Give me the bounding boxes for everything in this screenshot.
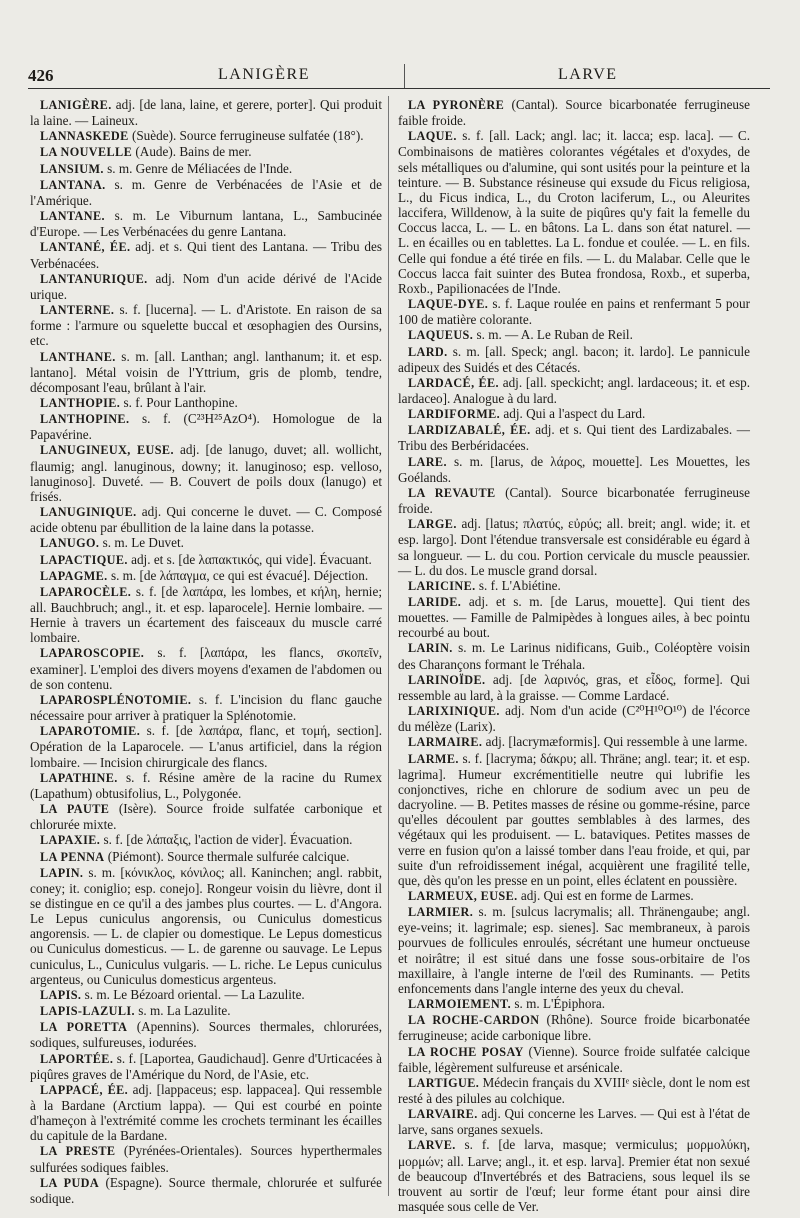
entry-definition: s. m. Le Duvet. xyxy=(99,535,184,551)
entry-headword: LANSIUM. xyxy=(40,161,104,176)
entry-definition: s. m. — A. Le Ruban de Reil. xyxy=(473,327,633,343)
entry-definition: adj. Nom d'un acide dérivé de l'Acide urique. xyxy=(30,270,382,302)
dictionary-entry xyxy=(30,723,382,769)
dictionary-entry xyxy=(398,1075,750,1106)
entry-definition: s. f. Résine amère de la racine du Rumex (Lapathum) obtusifolius, L., Polygonée. xyxy=(30,769,382,801)
entry-definition: (Cantal). Source bicarbonatée ferrugineuse froide. xyxy=(398,484,750,517)
dictionary-entry xyxy=(398,97,750,128)
entry-headword: LARGE. xyxy=(408,517,457,532)
entry-headword: LANUGINIQUE. xyxy=(40,505,137,520)
entry-headword: LAPAXIE. xyxy=(40,833,101,848)
entry-headword: LARINOÏDE. xyxy=(408,672,486,687)
dictionary-entry xyxy=(30,568,382,584)
entry-headword: LA PORETTA xyxy=(40,1020,128,1035)
dictionary-entry xyxy=(30,584,382,646)
entry-definition: s. m. [de λάπαγμα, ce qui est évacué]. Déjection. xyxy=(107,567,369,583)
entry-headword: LA PUDA xyxy=(40,1175,100,1190)
dictionary-entry xyxy=(30,1019,382,1050)
entry-definition: s. m. [all. Speck; angl. bacon; it. lardo]. Le pannicule adipeux des Suidés et des Cétacés. xyxy=(398,343,750,375)
entry-headword: LAQUE. xyxy=(408,129,457,144)
dictionary-entry xyxy=(398,672,750,703)
entry-headword: LAPATHINE. xyxy=(40,770,118,785)
dictionary-entry xyxy=(398,578,750,594)
entry-headword: LARDIZABALÉ, ÉE. xyxy=(408,423,531,438)
entry-headword: LARDIFORME. xyxy=(408,407,501,422)
entry-headword: LAPAROSPLÉNOTOMIE. xyxy=(40,692,192,707)
entry-definition: adj. [de λαρινός, gras, et εἶδος, forme]. Qui ressemble au lard, à la graisse. — Comme Lardacé. xyxy=(398,671,750,703)
entry-headword: LANTANÉ, ÉE. xyxy=(40,240,131,255)
dictionary-entry xyxy=(398,327,750,343)
dictionary-entry xyxy=(30,177,382,208)
header-divider xyxy=(404,64,405,88)
entry-headword: LA ROCHE POSAY xyxy=(408,1044,524,1059)
entry-definition: adj. [latus; πλατύς, εὐρύς; all. breit; angl. wide; it. et esp. largo]. Dont l'étendue transversale est considérable eu égard à sa longueur. — L. du cou. Portion cervicale du muscle peaussier. — L. du dos. Le muscle grand dorsal. xyxy=(398,516,750,578)
entry-headword: LA PYRONÈRE xyxy=(408,98,505,112)
entry-headword: LARE. xyxy=(408,454,447,469)
entry-headword: LAPACTIQUE. xyxy=(40,552,128,567)
entry-definition: s. m. Le Bézoard oriental. — La Lazulite. xyxy=(81,986,305,1002)
entry-definition: s. f. [λαπάρα, les flancs, σκοπεῖν, examiner]. L'emploi des divers moyens d'examen de l'abdomen ou de son contenu. xyxy=(30,645,382,692)
dictionary-entry xyxy=(30,645,382,691)
entry-definition: s. f. L'Abiétine. xyxy=(475,577,561,593)
dictionary-entry xyxy=(30,987,382,1003)
dictionary-entry xyxy=(30,302,382,348)
entry-headword: LARVAIRE. xyxy=(408,1107,478,1122)
entry-headword: LAPPACÉ, ÉE. xyxy=(40,1082,129,1097)
entry-definition: (Apennins). Sources thermales, chlorurées, sodiques, sulfureuses, iodurées. xyxy=(30,1019,382,1051)
entry-definition: adj. [de lanugo, duvet; all. wollicht, flaumig; angl. lanuginous, downy; it. lanuginoso; esp. velloso, lanuginoso]. Duveté. — B. Couvert de poils doux (lanugo) et frisés. xyxy=(30,442,382,504)
running-head-right: LARVE xyxy=(558,66,618,83)
entry-definition: s. m. [κόνικλος, κόνιλος; all. Kaninchen; angl. rabbit, coney; it. coniglio; esp. conejo]. Rongeur voisin du lièvre, dont il se distingue en ce qu'il a des jambes plus courtes. — L. d'Angora. Le Lepus cuniculus angorensis, ou Cuniculus domesticus angorensis. — L. de clapier ou domestique. Le Lepus domesticus ou Cuniculus domesticus. — L. de garenne ou sauvage. Le Lepus cuniculus, L., Cuniculus vulgaris. — L. riche. Le Lepus cuniculus argenteus, ou Cuniculus domesticus argenteus. xyxy=(30,864,382,987)
dictionary-entry xyxy=(398,454,750,485)
entry-definition: adj. [lappaceus; esp. lappacea]. Qui ressemble à la Bardane (Arctium lappa). — Qui est courbé en pointe d'hameçon à l'extrémité comme les crochets terminant les écailles du capitule de la Bardane. xyxy=(30,1081,382,1144)
entry-definition: s. m. [all. Lanthan; angl. lanthanum; it. et esp. lantano]. Métal voisin de l'Yttrium, gris de plomb, tendre, décomposant l'eau, brûlant à l'air. xyxy=(30,348,382,395)
entry-definition: adj. [all. speckicht; angl. lardaceous; it. et esp. lardaceo]. Analogue à du lard. xyxy=(398,374,750,406)
entry-definition: s. f. [de λαπάρα, flanc, et τομή, section]. Opération de la Laparocele. — L'anus artificiel, dans la région lombaire. — Incision chirurgicale des flancs. xyxy=(30,723,382,770)
entry-headword: LARMEUX, EUSE. xyxy=(408,888,518,903)
dictionary-entry xyxy=(398,1044,750,1075)
entry-definition: s. f. Pour Lanthopine. xyxy=(120,394,238,410)
entry-headword: LAPAROSCOPIE. xyxy=(40,646,145,661)
entry-definition: adj. et s. [de λαπακτικός, qui vide]. Évacuant. xyxy=(127,551,372,567)
dictionary-entry xyxy=(30,504,382,535)
entry-headword: LAQUE-DYE. xyxy=(408,297,489,312)
entry-headword: LARD. xyxy=(408,344,448,359)
entry-headword: LARIN. xyxy=(408,641,453,656)
dictionary-entry xyxy=(398,422,750,453)
dictionary-entry xyxy=(398,888,750,904)
dictionary-entry xyxy=(30,208,382,239)
dictionary-entry xyxy=(30,801,382,832)
dictionary-entry xyxy=(30,770,382,801)
entry-headword: LANTHANE. xyxy=(40,349,116,364)
entry-definition: s. m. [sulcus lacrymalis; all. Thränengaube; angl. eye-veins; it. lagrimale; esp. sienes]. Sac membraneux, à parois pourvues de follicules enroulés, sécrétant une humeur onctueuse et noirâtre; il est situé dans une fosse sous-orbitaire de l'os maxillaire, à l'angle interne de l'œil des Ruminants. — Petits enfoncements dans l'angle interne des yeux du cheval. xyxy=(398,904,750,996)
page-header xyxy=(28,66,770,89)
entry-headword: LA ROCHE-CARDON xyxy=(408,1013,540,1028)
entry-headword: LANTANE. xyxy=(40,209,105,224)
entry-headword: LAPAROCÈLE. xyxy=(40,584,132,599)
dictionary-entry xyxy=(398,406,750,422)
entry-headword: LARDACÉ, ÉE. xyxy=(408,375,499,390)
dictionary-entry xyxy=(30,239,382,270)
entry-headword: LA REVAUTE xyxy=(408,485,496,500)
dictionary-entry xyxy=(398,296,750,327)
dictionary-entry xyxy=(30,128,382,144)
entry-headword: LARVE. xyxy=(408,1138,456,1153)
entry-headword: LA PENNA xyxy=(40,849,105,864)
entry-definition: adj. Nom d'un acide (C²⁰H¹⁰O¹⁰) de l'écorce du mélèze (Larix). xyxy=(398,703,750,735)
dictionary-entry xyxy=(30,442,382,504)
entry-definition: s. f. L'incision du flanc gauche nécessaire pour arriver à pratiquer la Splénotomie. xyxy=(30,691,382,724)
entry-headword: LAPAROTOMIE. xyxy=(40,724,141,739)
dictionary-entry xyxy=(30,535,382,551)
entry-definition: s. f. [Laportea, Gaudichaud]. Genre d'Urticacées à piqûres graves de l'Amérique du Nord, de l'Asie, etc. xyxy=(30,1050,382,1082)
entry-definition: Médecin français du XVIIIᵉ siècle, dont le nom est resté à des pilules au colchique. xyxy=(398,1074,750,1106)
column-divider xyxy=(388,96,389,1196)
dictionary-entry xyxy=(30,849,382,865)
dictionary-entry xyxy=(30,411,382,442)
entry-headword: LANTERNE. xyxy=(40,303,115,318)
entry-headword: LARME. xyxy=(408,751,459,766)
entry-headword: LANIGÈRE. xyxy=(40,98,112,112)
entry-headword: LANTHOPINE. xyxy=(40,412,130,427)
dictionary-entry xyxy=(30,832,382,848)
entry-definition: s. m. L'Épiphora. xyxy=(511,996,606,1012)
entry-headword: LARMOIEMENT. xyxy=(408,997,512,1012)
dictionary-entry xyxy=(30,1051,382,1082)
entry-definition: s. m. Le Larinus nidificans, Guib., Coléoptère voisin des Charançons formant le Tréhala. xyxy=(398,640,750,672)
entry-headword: LARIXINIQUE. xyxy=(408,704,500,719)
entry-definition: s. m. La Lazulite. xyxy=(134,1003,231,1019)
entry-definition: s. f. [all. Lack; angl. lac; it. lacca; esp. laca]. — C. Combinaisons de matières colorantes végétales et d'oxydes, de sels métalliques ou d'alumine, qui sont usités pour la peinture et la teinture. — B. Substance résineuse qui exsude du Ficus religiosa, L., du Ficus indica, L., du Croton laciferum, L., ou Aleurites laccifera, Willdenow, à la suite de piqûres qu'y fait la femelle du Coccus lacca, L. — L. en bâtons. La L. dans son état naturel. — L. en écailles ou en tablettes. La L. fondue et coulée. — L. en fils. Celle qui fondue a été tirée en fils. — L. du Malabar. Celle que le Coccus lacca fait suinter des Butea frondosa, Roxb., et superba, Roxb., Papilionacées de l'Inde. xyxy=(398,128,750,296)
entry-definition: (Isère). Source froide sulfatée carbonique et chlorurée mixte. xyxy=(30,801,382,833)
entry-definition: s. f. [lacryma; δάκρυ; all. Thräne; angl. tear; it. et esp. lagrima]. Humeur excrémentitielle neutre qui lubrifie les conjonctives, riche en chlorure de sodium avec un peu de dacryoline. — B. Petites masses de résine ou gomme-résine, parce qu'elles découlent par gouttes semblables à des larmes, des végétaux qui les produisent. — L. bataviques. Petites masses de verre en fusion qu'on a laissé tomber dans l'eau froide, et qui, par suite d'un refroidissement inégal, acquièrent une fragilité telle, que, dès qu'on les presse en un point, elles éclatent en poussière. xyxy=(398,750,750,888)
entry-definition: adj. [de lana, laine, et gerere, porter]. Qui produit la laine. — Laineux. xyxy=(30,97,382,129)
right-column xyxy=(398,97,751,1215)
entry-headword: LA PAUTE xyxy=(40,802,110,817)
dictionary-entry xyxy=(398,734,750,750)
entry-definition: adj. Qui est en forme de Larmes. xyxy=(517,887,694,903)
entry-headword: LAPORTÉE. xyxy=(40,1051,114,1066)
dictionary-entry xyxy=(398,703,750,734)
dictionary-entry xyxy=(30,395,382,411)
entry-definition: adj. Qui concerne les Larves. — Qui est à l'état de larve, sans organes sexuels. xyxy=(398,1106,750,1138)
entry-definition: adj. Qui concerne le duvet. — C. Composé acide obtenu par ébullition de la laine dans la potasse. xyxy=(30,504,382,536)
dictionary-entry xyxy=(398,485,750,516)
entry-headword: LARTIGUE. xyxy=(408,1075,480,1090)
entry-headword: LANTANURIQUE. xyxy=(40,271,148,286)
entry-definition: (Piémont). Source thermale sulfurée calcique. xyxy=(104,848,350,864)
dictionary-entry xyxy=(398,375,750,406)
entry-definition: s. m. Genre de Méliacées de l'Inde. xyxy=(103,160,293,176)
dictionary-entry xyxy=(30,1175,382,1206)
dictionary-entry xyxy=(30,692,382,723)
dictionary-entry xyxy=(30,161,382,177)
entry-definition: (Vienne). Source froide sulfatée calcique faible, légèrement sulfureuse et arsénicale. xyxy=(398,1043,750,1075)
dictionary-entry xyxy=(30,349,382,395)
dictionary-entry xyxy=(30,552,382,568)
entry-definition: s. f. [lucerna]. — L. d'Aristote. En raison de sa forme : l'armure ou squelette buccal et œsophagien des Oursins, etc. xyxy=(30,302,382,349)
entry-definition: (Espagne). Source thermale, chlorurée et sulfurée sodique. xyxy=(30,1174,383,1206)
entry-definition: adj. et s. Qui tient des Lardizabales. — Tribu des Berbéridacées. xyxy=(398,422,750,454)
entry-definition: s. m. Genre de Verbénacées de l'Asie et de l'Amérique. xyxy=(30,176,382,208)
entry-definition: s. f. Laque roulée en pains et renfermant 5 pour 100 de matière colorante. xyxy=(398,296,750,328)
dictionary-entry xyxy=(30,1143,382,1174)
dictionary-entry xyxy=(398,516,750,578)
entry-definition: (Aude). Bains de mer. xyxy=(132,144,252,160)
running-head-left: LANIGÈRE xyxy=(218,66,310,83)
dictionary-entry xyxy=(398,1137,750,1214)
entry-definition: (Pyrénées-Orientales). Sources hyperthermales sulfurées sodiques faibles. xyxy=(30,1143,382,1175)
dictionary-entry xyxy=(398,344,750,375)
entry-headword: LANUGINEUX, EUSE. xyxy=(40,443,174,458)
dictionary-entry xyxy=(30,1082,382,1144)
dictionary-entry xyxy=(398,594,750,640)
entry-headword: LANNASKEDE xyxy=(40,129,129,144)
entry-definition: adj. et s. m. [de Larus, mouette]. Qui tient des mouettes. — Famille de Palmipèdes à longues ailes, à bec pointu recourbé au bout. xyxy=(398,594,750,641)
dictionary-entry xyxy=(398,1012,750,1043)
dictionary-entry xyxy=(398,1106,750,1137)
entry-definition: s. m. [larus, de λάρος, mouette]. Les Mouettes, les Goélands. xyxy=(398,453,750,485)
dictionary-entry xyxy=(398,128,750,296)
dictionary-entry xyxy=(398,640,750,671)
entry-headword: LAPIS-LAZULI. xyxy=(40,1004,135,1019)
dictionary-entry xyxy=(30,1003,382,1019)
dictionary-entry xyxy=(30,865,382,987)
dictionary-entry xyxy=(30,144,382,160)
dictionary-entry xyxy=(398,996,750,1012)
entry-headword: LARMIER. xyxy=(408,905,474,920)
entry-definition: s. m. Le Viburnum lantana, L., Sambucinée d'Europe. — Les Verbénacées du genre Lantana. xyxy=(30,208,382,240)
page-number: 426 xyxy=(28,66,54,85)
left-column xyxy=(30,97,383,1206)
entry-headword: LAQUEUS. xyxy=(408,328,474,343)
entry-definition: adj. [lacrymæformis]. Qui ressemble à une larme. xyxy=(482,734,748,750)
entry-headword: LA NOUVELLE xyxy=(40,145,133,160)
entry-definition: (Suède). Source ferrugineuse sulfatée (18°). xyxy=(128,128,364,144)
entry-definition: s. f. (C²³H²⁵AzO⁴). Homologue de la Papavérine. xyxy=(30,411,382,443)
entry-headword: LARIDE. xyxy=(408,595,462,609)
entry-headword: LAPIN. xyxy=(40,865,84,880)
entry-headword: LARMAIRE. xyxy=(408,735,483,750)
entry-headword: LANTANA. xyxy=(40,177,106,192)
dictionary-entry xyxy=(30,271,382,302)
entry-headword: LAPIS. xyxy=(40,987,82,1002)
entry-headword: LAPAGME. xyxy=(40,568,108,583)
entry-definition: (Cantal). Source bicarbonatée ferrugineuse faible froide. xyxy=(398,97,751,129)
dictionary-entry xyxy=(30,97,382,128)
entry-definition: s. f. [de λαπάρα, les lombes, et κήλη, hernie; all. Bauchbruch; angl., it. et esp. laparocele]. Hernie lombaire. — Hernie à travers un écartement des faisceaux du muscle carré lombaire. xyxy=(30,583,382,646)
entry-definition: adj. et s. Qui tient des Lantana. — Tribu des Verbénacées. xyxy=(30,239,382,271)
entry-headword: LARICINE. xyxy=(408,578,476,593)
entry-definition: adj. Qui a l'aspect du Lard. xyxy=(500,406,646,422)
entry-definition: s. f. [de λάπαξις, l'action de vider]. Évacuation. xyxy=(100,832,353,848)
dictionary-entry xyxy=(398,904,750,996)
entry-headword: LA PRESTE xyxy=(40,1144,116,1159)
entry-definition: (Rhône). Source froide bicarbonatée ferrugineuse; acide carbonique libre. xyxy=(398,1012,750,1044)
dictionary-entry xyxy=(398,751,750,888)
entry-headword: LANUGO. xyxy=(40,536,100,551)
entry-definition: s. f. [de larva, masque; vermiculus; μορμολύκη, μορμών; all. Larve; angl., it. et esp. larva]. Premier état non sexué de beaucoup d'Invertébrés et des Batraciens, sous lequel ils se trouvent au sortir de l'œuf; leur forme étant pour ainsi dire masquée sous celle de Ver. xyxy=(398,1137,750,1215)
entry-headword: LANTHOPIE. xyxy=(40,395,121,410)
